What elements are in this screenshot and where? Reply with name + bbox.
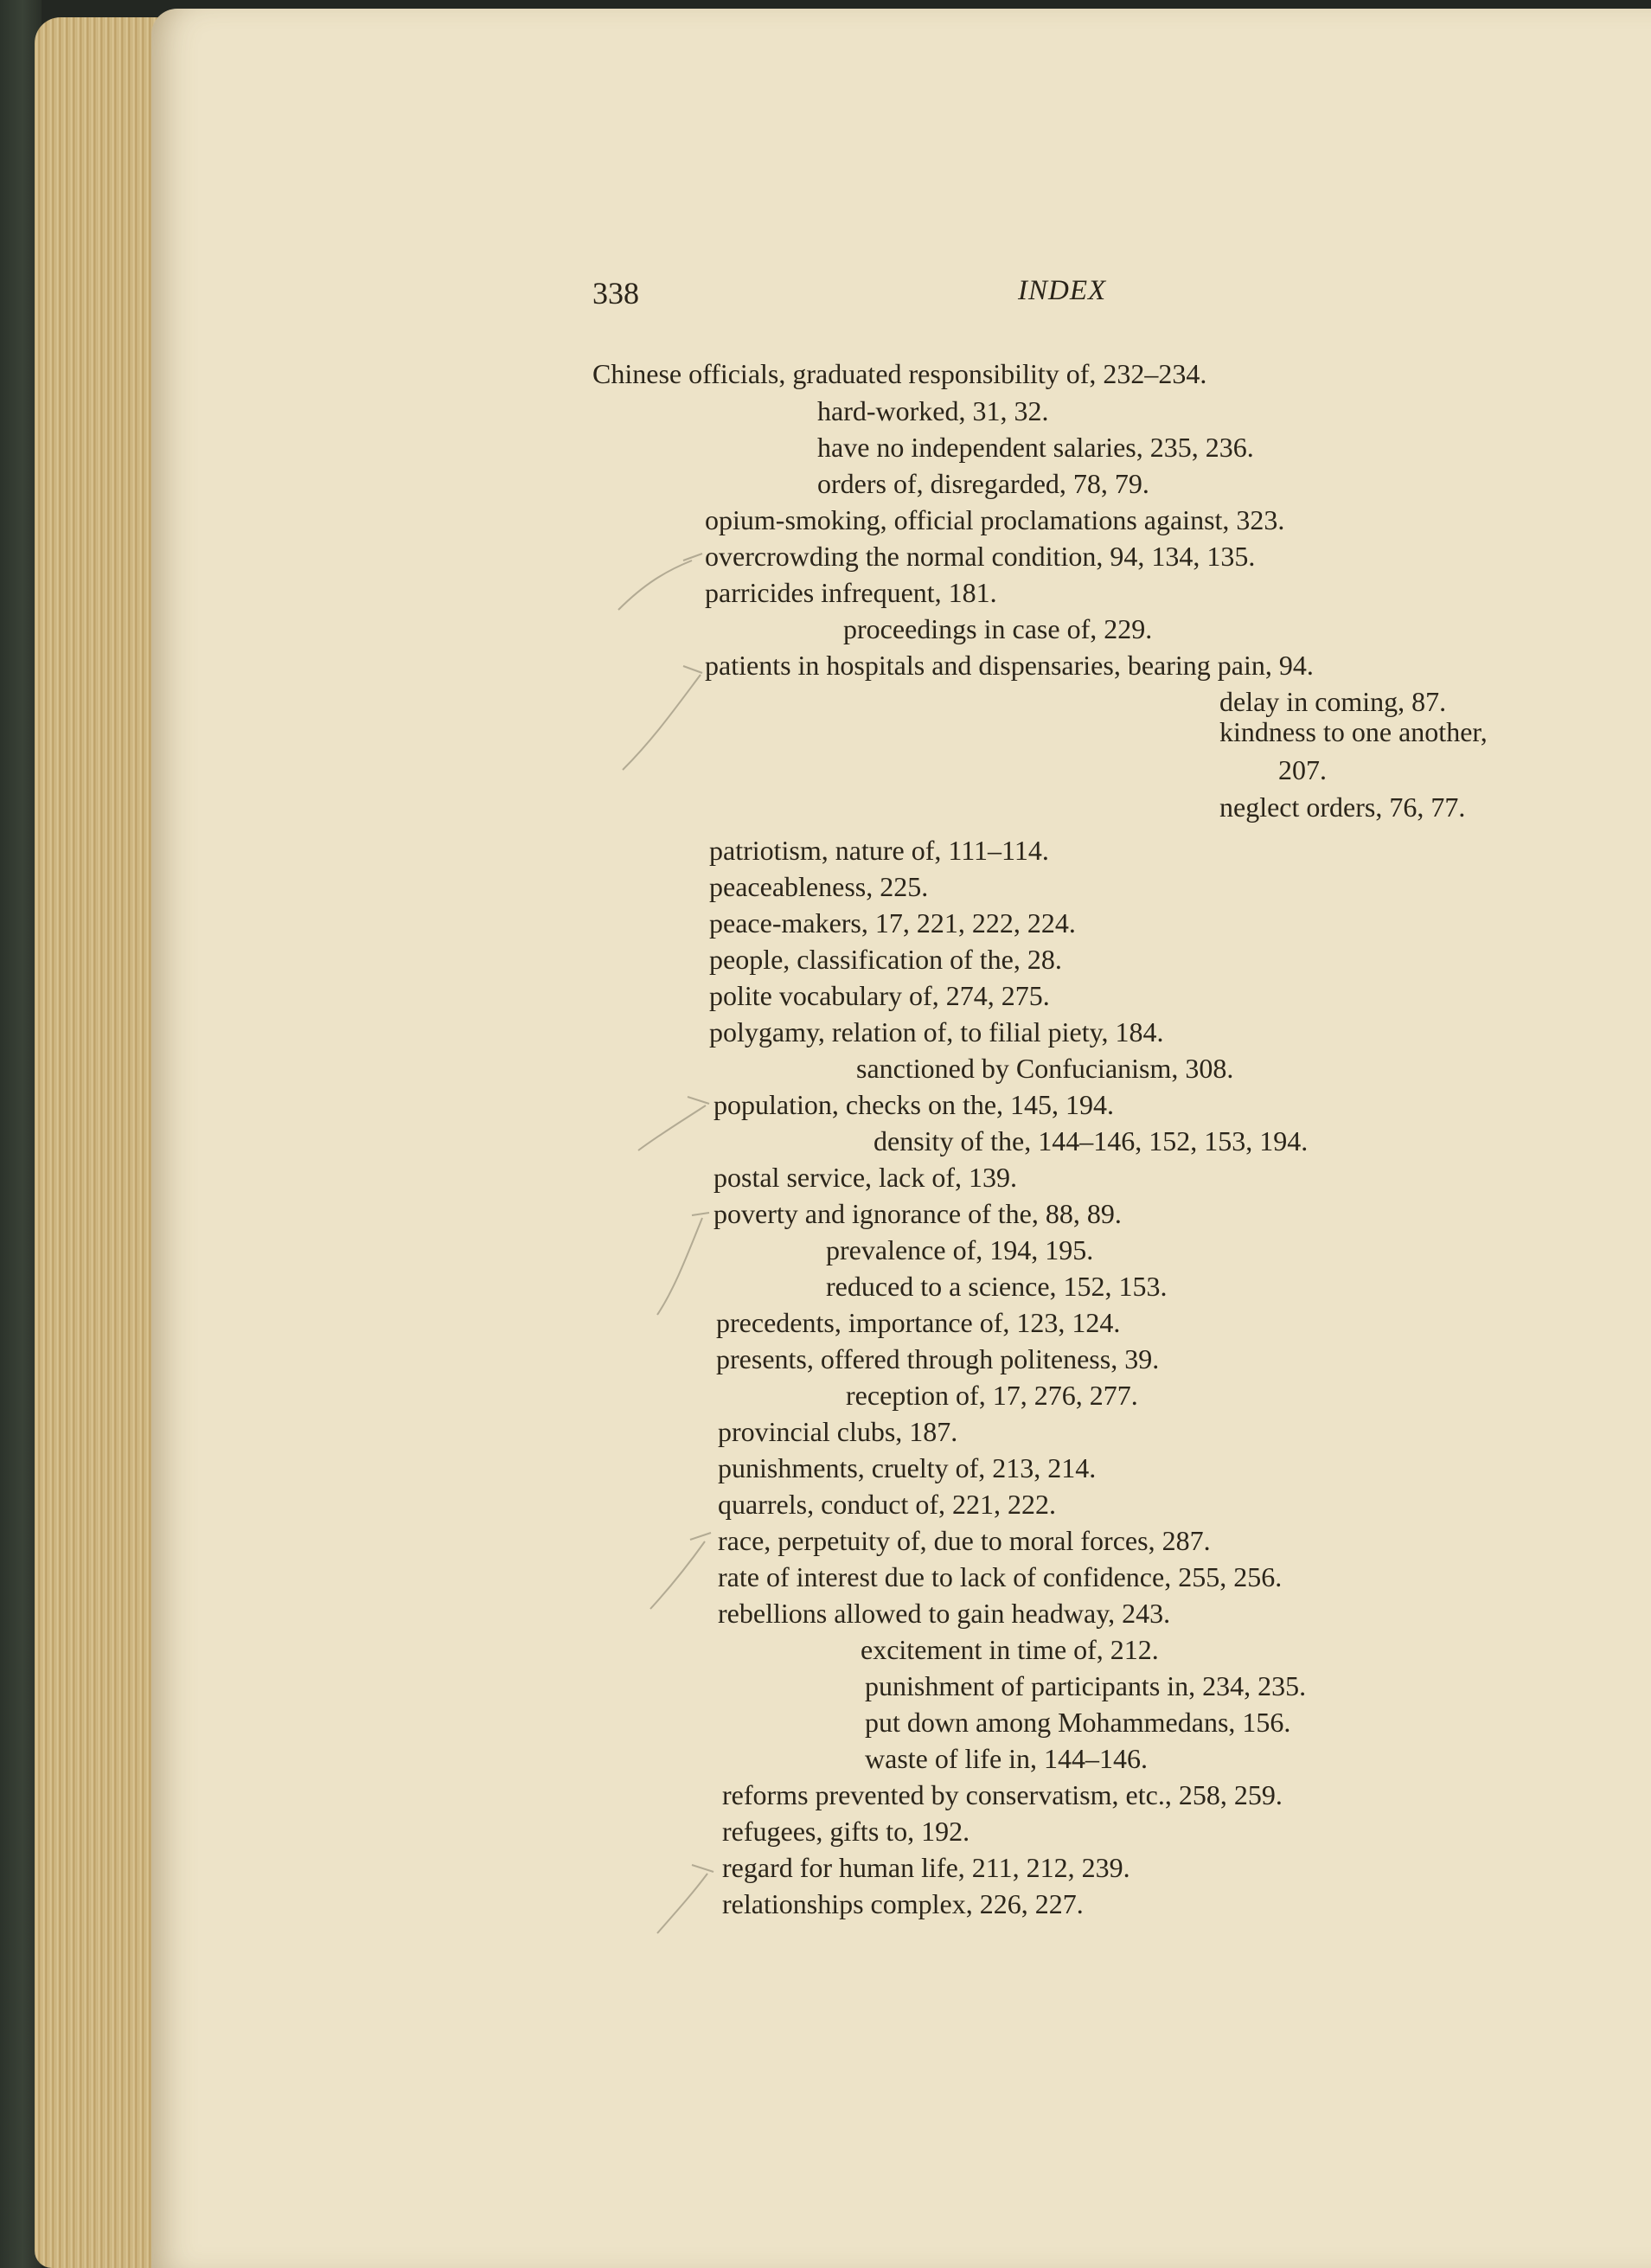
page-number: 338 — [592, 276, 639, 311]
index-entry: rebellions allowed to gain headway, 243. — [718, 1598, 1171, 1629]
index-entry: patients in hospitals and dispensaries, bearing pain, 94. — [705, 650, 1314, 681]
index-entry: orders of, disregarded, 78, 79. — [817, 468, 1149, 499]
index-entry: people, classification of the, 28. — [709, 944, 1062, 975]
index-entry: punishments, cruelty of, 213, 214. — [718, 1452, 1097, 1483]
index-entry: quarrels, conduct of, 221, 222. — [718, 1489, 1057, 1520]
index-entry: parricides infrequent, 181. — [705, 577, 997, 608]
index-entry: density of the, 144–146, 152, 153, 194. — [873, 1125, 1309, 1156]
index-entry: reforms prevented by conservatism, etc., 258, 259. — [722, 1779, 1283, 1810]
index-entry: 207. — [1278, 754, 1327, 785]
index-entry: patriotism, nature of, 111–114. — [709, 835, 1049, 866]
index-entry: reception of, 17, 276, 277. — [846, 1380, 1138, 1411]
index-entry: Chinese officials, graduated responsibility of, 232–234. — [592, 358, 1207, 389]
index-entry: opium-smoking, official proclamations against, 323. — [705, 504, 1285, 535]
index-entry: reduced to a science, 152, 153. — [826, 1271, 1168, 1302]
index-entry: sanctioned by Confucianism, 308. — [856, 1053, 1234, 1084]
running-head: INDEX — [1018, 275, 1107, 306]
index-entry: peaceableness, 225. — [709, 871, 929, 902]
index-entry: have no independent salaries, 235, 236. — [817, 432, 1254, 463]
index-entry: rate of interest due to lack of confidence, 255, 256. — [718, 1561, 1283, 1592]
index-entry: refugees, gifts to, 192. — [722, 1816, 970, 1847]
index-entry: proceedings in case of, 229. — [843, 613, 1153, 644]
index-entry: punishment of participants in, 234, 235. — [865, 1670, 1307, 1701]
index-entry: poverty and ignorance of the, 88, 89. — [714, 1198, 1122, 1229]
index-entry: population, checks on the, 145, 194. — [714, 1089, 1115, 1120]
index-entry: kindness to one another, — [1219, 716, 1488, 747]
index-entry: regard for human life, 211, 212, 239. — [722, 1852, 1130, 1883]
index-entry: waste of life in, 144–146. — [865, 1743, 1149, 1774]
index-entry: hard-worked, 31, 32. — [817, 395, 1049, 426]
index-entry: relationships complex, 226, 227. — [722, 1888, 1084, 1919]
index-entry: provincial clubs, 187. — [718, 1416, 958, 1447]
index-entry: overcrowding the normal condition, 94, 134, 135. — [705, 541, 1256, 572]
index-entry: delay in coming, 87. — [1219, 686, 1447, 717]
index-entry: excitement in time of, 212. — [861, 1634, 1159, 1665]
index-entry: polygamy, relation of, to filial piety, 184. — [709, 1016, 1164, 1048]
index-entry: put down among Mohammedans, 156. — [865, 1707, 1291, 1738]
index-entry: postal service, lack of, 139. — [714, 1162, 1017, 1193]
index-entry: peace-makers, 17, 221, 222, 224. — [709, 907, 1076, 939]
index-entry: polite vocabulary of, 274, 275. — [709, 980, 1050, 1011]
index-entry: presents, offered through politeness, 39. — [716, 1343, 1160, 1374]
index-entry: precedents, importance of, 123, 124. — [716, 1307, 1121, 1338]
index-entry: prevalence of, 194, 195. — [826, 1234, 1094, 1265]
index-entry: neglect orders, 76, 77. — [1219, 791, 1466, 823]
index-entry: race, perpetuity of, due to moral forces, 287. — [718, 1525, 1211, 1556]
